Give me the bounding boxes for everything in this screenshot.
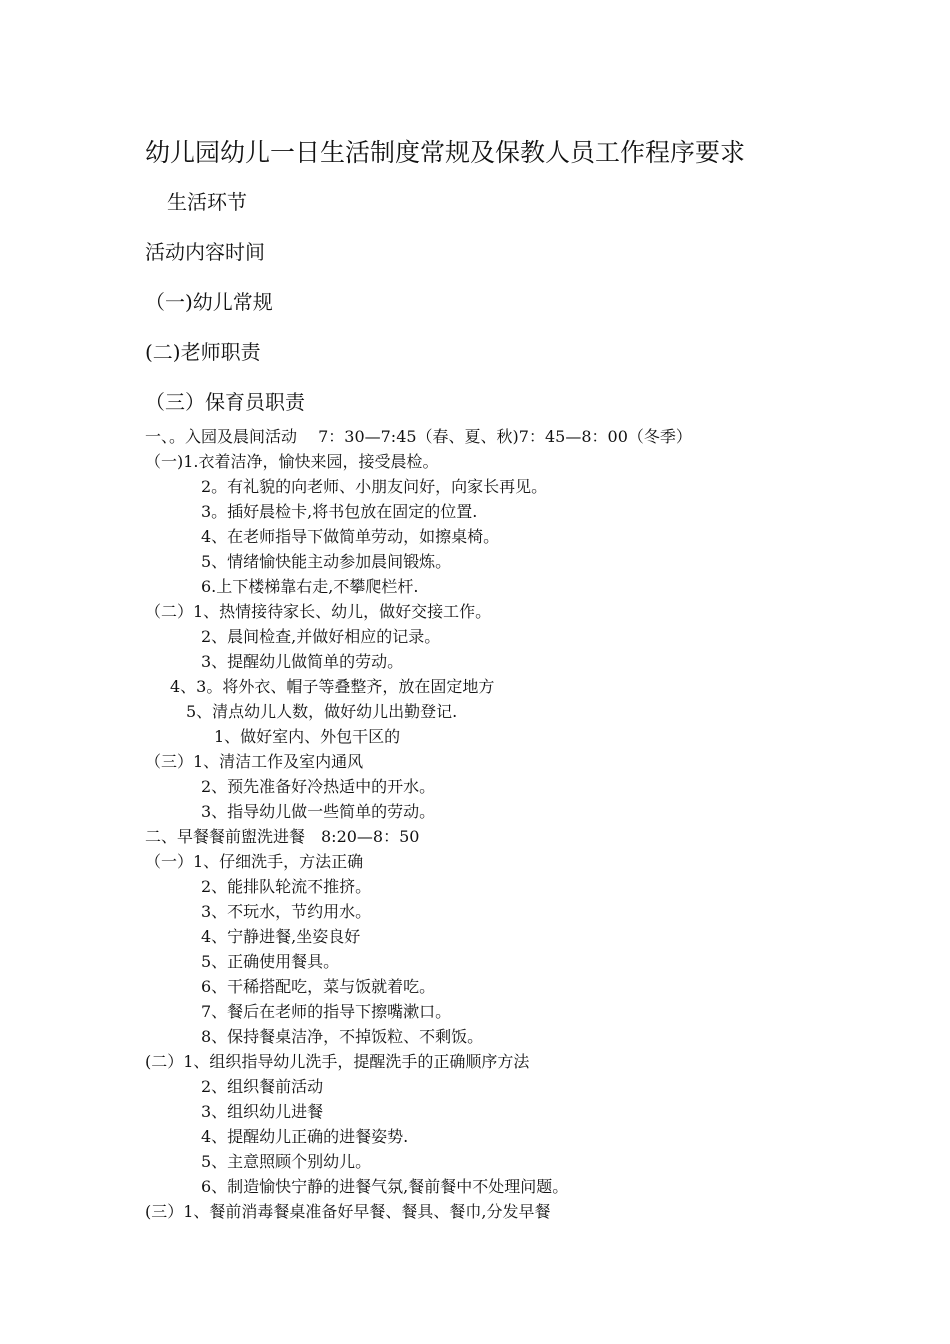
text-line: 4、在老师指导下做简单劳动，如擦桌椅。 — [201, 527, 500, 546]
text-line: 5、清点幼儿人数，做好幼儿出勤登记. — [186, 702, 458, 721]
text-line: 5、正确使用餐具。 — [201, 952, 340, 971]
text-line: 3、组织幼儿进餐 — [201, 1102, 324, 1121]
text-line: 1、做好室内、外包干区的 — [214, 727, 401, 746]
heading-child-routine: （一)幼儿常规 — [145, 290, 273, 314]
text-line: (二）1、组织指导幼儿洗手，提醒洗手的正确顺序方法 — [145, 1052, 530, 1071]
text-line: 3、不玩水，节约用水。 — [201, 902, 372, 921]
text-line: 4、3。将外衣、帽子等叠整齐，放在固定地方 — [170, 677, 495, 696]
text-line: 2、组织餐前活动 — [201, 1077, 324, 1096]
text-line: 8、保持餐桌洁净，不掉饭粒、不剩饭。 — [201, 1027, 484, 1046]
heading-life-section: 生活环节 — [167, 190, 247, 214]
text-line: 6.上下楼梯靠右走,不攀爬栏杆. — [201, 577, 419, 596]
text-line: 2、晨间检查,并做好相应的记录。 — [201, 627, 441, 646]
text-line: 3、指导幼儿做一些简单的劳动。 — [201, 802, 436, 821]
heading-caregiver-duties: （三）保育员职责 — [145, 390, 305, 414]
text-line: （一）1、仔细洗手，方法正确 — [145, 852, 364, 871]
text-line: 二、早餐餐前盥洗进餐 8:20—8：50 — [145, 827, 420, 846]
text-line: 5、情绪愉快能主动参加晨间锻炼。 — [201, 552, 452, 571]
text-line: 4、宁静进餐,坐姿良好 — [201, 927, 361, 946]
text-line: 一、。入园及晨间活动 7：30—7:45（春、夏、秋)7：45—8：00（冬季） — [145, 427, 692, 446]
text-line: 2、能排队轮流不推挤。 — [201, 877, 372, 896]
document-title: 幼儿园幼儿一日生活制度常规及保教人员工作程序要求 — [145, 138, 746, 167]
text-line: 2、预先准备好冷热适中的开水。 — [201, 777, 436, 796]
text-line: 6、干稀搭配吃，菜与饭就着吃。 — [201, 977, 436, 996]
text-line: (三）1、餐前消毒餐桌准备好早餐、餐具、餐巾,分发早餐 — [145, 1202, 551, 1221]
text-line: 4、提醒幼儿正确的进餐姿势. — [201, 1127, 409, 1146]
text-line: 5、主意照顾个别幼儿。 — [201, 1152, 372, 1171]
heading-teacher-duties: (二)老师职责 — [145, 340, 261, 364]
text-line: （三）1、清洁工作及室内通风 — [145, 752, 364, 771]
text-line: 3、提醒幼儿做简单的劳动。 — [201, 652, 404, 671]
text-line: （一)1.衣着洁净，愉快来园，接受晨检。 — [145, 452, 439, 471]
heading-activity-time: 活动内容时间 — [145, 240, 265, 264]
text-line: 6、制造愉快宁静的进餐气氛,餐前餐中不处理问题。 — [201, 1177, 569, 1196]
text-line: 3。插好晨检卡,将书包放在固定的位置. — [201, 502, 478, 521]
text-line: 2。有礼貌的向老师、小朋友问好，向家长再见。 — [201, 477, 548, 496]
text-line: （二）1、热情接待家长、幼儿，做好交接工作。 — [145, 602, 492, 621]
text-line: 7、餐后在老师的指导下擦嘴漱口。 — [201, 1002, 452, 1021]
